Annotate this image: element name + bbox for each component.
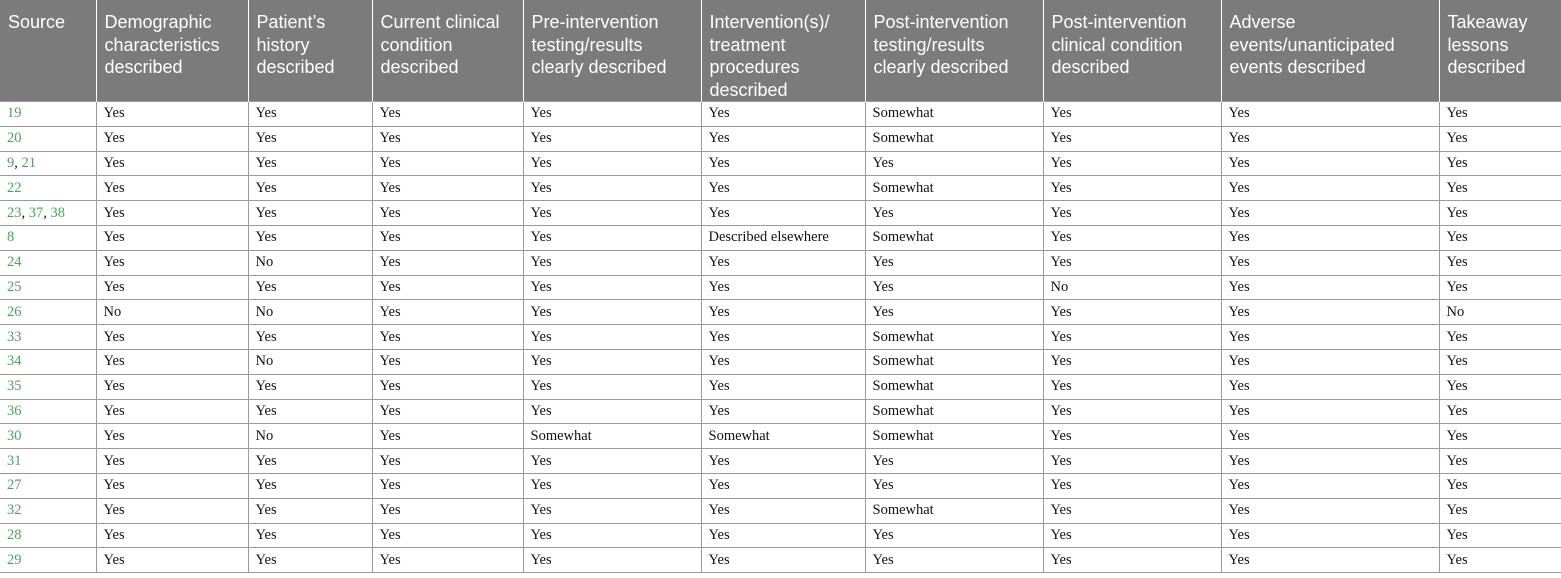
reference-link[interactable]: 19: [7, 105, 22, 122]
reference-separator: ,: [14, 154, 22, 171]
table-cell: Yes: [1439, 102, 1561, 127]
table-cell: Yes: [1043, 250, 1221, 275]
table-cell: Yes: [1221, 102, 1439, 127]
table-cell: Yes: [865, 275, 1043, 300]
source-cell: [0, 449, 96, 474]
table-cell: Yes: [1439, 176, 1561, 201]
table-cell: Yes: [372, 225, 523, 250]
table-cell: Yes: [1221, 374, 1439, 399]
table-cell: Yes: [1221, 473, 1439, 498]
table-cell: No: [248, 424, 372, 449]
table-cell: Yes: [523, 102, 701, 127]
table-cell: Yes: [96, 374, 248, 399]
table-cell: Yes: [1043, 300, 1221, 325]
reference-link[interactable]: 29: [7, 551, 22, 568]
table-cell: Yes: [1043, 449, 1221, 474]
table-cell: Yes: [248, 201, 372, 226]
table-cell: Yes: [865, 473, 1043, 498]
reference-link[interactable]: 31: [7, 452, 22, 469]
table-cell: Yes: [96, 523, 248, 548]
reference-link[interactable]: 26: [7, 303, 22, 320]
table-cell: Yes: [523, 349, 701, 374]
table-cell: Yes: [248, 374, 372, 399]
table-cell: Yes: [1221, 424, 1439, 449]
table-cell: Yes: [1439, 275, 1561, 300]
table-cell: Yes: [1221, 250, 1439, 275]
table-cell: Yes: [523, 523, 701, 548]
table-cell: Yes: [1439, 399, 1561, 424]
reference-link[interactable]: 8: [7, 229, 15, 246]
column-header-takeaway-lessons: Takeaway lessons described: [1439, 0, 1561, 102]
table-cell: Yes: [96, 151, 248, 176]
table-row: [0, 424, 1561, 449]
table-cell: No: [248, 250, 372, 275]
table-cell: Yes: [1439, 424, 1561, 449]
table-cell: Yes: [248, 399, 372, 424]
table-cell: Yes: [372, 275, 523, 300]
source-cell: [0, 548, 96, 573]
table-cell: Yes: [96, 275, 248, 300]
table-row: [0, 176, 1561, 201]
table-cell: Yes: [372, 325, 523, 350]
table-cell: Yes: [1043, 399, 1221, 424]
table-cell: Yes: [1221, 151, 1439, 176]
source-cell: [0, 225, 96, 250]
reference-link[interactable]: 38: [50, 204, 65, 221]
table-cell: Yes: [248, 151, 372, 176]
table-cell: Yes: [372, 374, 523, 399]
table-cell: Yes: [372, 449, 523, 474]
reference-link[interactable]: 32: [7, 502, 22, 519]
table-cell: Yes: [523, 275, 701, 300]
table-cell: Yes: [1043, 225, 1221, 250]
table-cell: Yes: [1043, 102, 1221, 127]
table-cell: Yes: [701, 325, 865, 350]
table-cell: Somewhat: [523, 424, 701, 449]
table-cell: Yes: [248, 523, 372, 548]
table-cell: Yes: [372, 126, 523, 151]
table-cell: No: [248, 300, 372, 325]
table-cell: Yes: [523, 449, 701, 474]
table-cell: Yes: [865, 151, 1043, 176]
table-cell: Yes: [523, 473, 701, 498]
table-cell: Somewhat: [701, 424, 865, 449]
table-cell: Yes: [372, 424, 523, 449]
table-cell: Yes: [1221, 449, 1439, 474]
table-cell: Yes: [701, 449, 865, 474]
table-cell: Yes: [1043, 424, 1221, 449]
table-cell: Yes: [1439, 151, 1561, 176]
table-row: [0, 548, 1561, 573]
table-cell: Yes: [96, 225, 248, 250]
table-cell: Yes: [701, 151, 865, 176]
source-cell: [0, 151, 96, 176]
source-cell: [0, 176, 96, 201]
table-cell: Somewhat: [865, 225, 1043, 250]
table-cell: Yes: [372, 102, 523, 127]
table-cell: Yes: [1439, 250, 1561, 275]
table-cell: Yes: [372, 548, 523, 573]
table-cell: Somewhat: [865, 126, 1043, 151]
table-cell: Yes: [1043, 374, 1221, 399]
table-cell: Yes: [701, 349, 865, 374]
reference-link[interactable]: 22: [7, 179, 22, 196]
table-cell: Somewhat: [865, 424, 1043, 449]
table-cell: Yes: [701, 498, 865, 523]
table-cell: Yes: [1043, 126, 1221, 151]
table-cell: Yes: [523, 250, 701, 275]
table-cell: Yes: [1043, 548, 1221, 573]
table-cell: Yes: [96, 424, 248, 449]
table-cell: Somewhat: [865, 176, 1043, 201]
table-row: [0, 300, 1561, 325]
table-cell: Yes: [1439, 473, 1561, 498]
reference-link[interactable]: 37: [28, 204, 44, 221]
table-cell: Yes: [372, 250, 523, 275]
table-cell: Yes: [1439, 374, 1561, 399]
table-cell: Yes: [523, 498, 701, 523]
table-cell: Yes: [1043, 201, 1221, 226]
table-cell: Yes: [1439, 523, 1561, 548]
table-cell: Yes: [701, 473, 865, 498]
table-cell: Yes: [1221, 126, 1439, 151]
table-cell: Yes: [523, 225, 701, 250]
column-header-patient-history: Patient’s history described: [248, 0, 372, 102]
source-cell: [0, 250, 96, 275]
column-header-post-intervention-testing: Post-intervention testing/results clearly described: [865, 0, 1043, 102]
reference-link[interactable]: 27: [7, 477, 22, 494]
table-row: [0, 325, 1561, 350]
reference-link[interactable]: 28: [7, 526, 22, 543]
table-cell: Yes: [523, 399, 701, 424]
table-cell: Yes: [96, 449, 248, 474]
table-cell: Yes: [248, 102, 372, 127]
table-cell: Yes: [1221, 349, 1439, 374]
table-cell: Yes: [248, 548, 372, 573]
table-row: [0, 225, 1561, 250]
table-cell: Yes: [1221, 275, 1439, 300]
source-cell: [0, 523, 96, 548]
table-cell: Yes: [1221, 498, 1439, 523]
column-header-interventions: Intervention(s)/ treatment procedures described: [701, 0, 865, 102]
table-row: [0, 151, 1561, 176]
table-cell: Yes: [1439, 225, 1561, 250]
table-body: [0, 102, 1561, 573]
table-cell: Yes: [523, 548, 701, 573]
column-header-adverse-events: Adverse events/unanticipated events described: [1221, 0, 1439, 102]
table-cell: Yes: [372, 300, 523, 325]
table-cell: Yes: [1439, 325, 1561, 350]
reference-link[interactable]: 36: [7, 402, 22, 419]
table-cell: Yes: [1043, 498, 1221, 523]
table-cell: Somewhat: [865, 374, 1043, 399]
table-cell: Yes: [248, 498, 372, 523]
source-cell: [0, 473, 96, 498]
table-cell: Yes: [701, 399, 865, 424]
reference-link[interactable]: 20: [7, 130, 22, 147]
table-cell: Yes: [701, 275, 865, 300]
table-cell: Yes: [523, 151, 701, 176]
table-row: [0, 349, 1561, 374]
table-cell: Yes: [1439, 126, 1561, 151]
table-cell: Yes: [1221, 523, 1439, 548]
reference-link[interactable]: 30: [7, 427, 22, 444]
table-cell: Yes: [372, 176, 523, 201]
table-cell: Yes: [701, 176, 865, 201]
table-cell: Yes: [1043, 523, 1221, 548]
table-cell: Somewhat: [865, 349, 1043, 374]
table-cell: Yes: [1043, 325, 1221, 350]
table-cell: Yes: [1221, 176, 1439, 201]
reference-separator: ,: [21, 204, 29, 221]
table-row: [0, 374, 1561, 399]
column-header-post-intervention-condition: Post-intervention clinical condition described: [1043, 0, 1221, 102]
reference-link[interactable]: 21: [21, 154, 36, 171]
source-cell: [0, 126, 96, 151]
source-cell: [0, 349, 96, 374]
table-cell: Yes: [1221, 201, 1439, 226]
source-cell: [0, 300, 96, 325]
table-cell: Yes: [1221, 300, 1439, 325]
table-cell: Yes: [248, 325, 372, 350]
table-cell: Yes: [1221, 325, 1439, 350]
reference-link[interactable]: 33: [7, 328, 22, 345]
table-cell: Yes: [523, 300, 701, 325]
table-cell: Yes: [372, 399, 523, 424]
table-cell: Yes: [372, 151, 523, 176]
table-row: [0, 449, 1561, 474]
table-cell: Yes: [701, 102, 865, 127]
table-cell: Yes: [1439, 498, 1561, 523]
table-cell: Yes: [96, 250, 248, 275]
header-row: [0, 0, 1561, 102]
column-header-demographics: Demographic characteristics described: [96, 0, 248, 102]
table-cell: Yes: [701, 374, 865, 399]
table-cell: No: [248, 349, 372, 374]
table-cell: Yes: [1439, 349, 1561, 374]
table-cell: Somewhat: [865, 102, 1043, 127]
table-cell: Yes: [865, 201, 1043, 226]
table-cell: Yes: [523, 176, 701, 201]
table-cell: Yes: [1221, 399, 1439, 424]
table-cell: Yes: [523, 374, 701, 399]
table-cell: Yes: [248, 225, 372, 250]
table-cell: Yes: [96, 349, 248, 374]
table-cell: Yes: [372, 473, 523, 498]
table-row: [0, 126, 1561, 151]
table-row: [0, 250, 1561, 275]
column-header-pre-intervention: Pre-intervention testing/results clearly described: [523, 0, 701, 102]
table-row: [0, 523, 1561, 548]
table-cell: Yes: [96, 498, 248, 523]
reference-link[interactable]: 23: [7, 204, 22, 221]
table-cell: Yes: [96, 176, 248, 201]
table-cell: Yes: [701, 250, 865, 275]
table-cell: Yes: [372, 523, 523, 548]
table-cell: Yes: [865, 523, 1043, 548]
source-cell: [0, 399, 96, 424]
table-cell: Described elsewhere: [701, 225, 865, 250]
table-cell: Yes: [96, 201, 248, 226]
reference-link[interactable]: 24: [7, 254, 22, 271]
table-cell: No: [96, 300, 248, 325]
table-cell: Yes: [1043, 176, 1221, 201]
source-cell: [0, 275, 96, 300]
table-cell: Somewhat: [865, 325, 1043, 350]
table-cell: Yes: [248, 126, 372, 151]
table-cell: Yes: [372, 201, 523, 226]
table-cell: Yes: [372, 349, 523, 374]
table-cell: Yes: [248, 473, 372, 498]
table-cell: Yes: [248, 275, 372, 300]
table-cell: Yes: [96, 548, 248, 573]
reference-separator: ,: [43, 204, 51, 221]
table-row: [0, 473, 1561, 498]
table-row: [0, 399, 1561, 424]
table-cell: Somewhat: [865, 399, 1043, 424]
column-header-source: Source: [0, 0, 96, 102]
source-cell: [0, 374, 96, 399]
table-cell: Yes: [96, 102, 248, 127]
table-cell: Yes: [1221, 225, 1439, 250]
table-cell: Yes: [1043, 473, 1221, 498]
column-header-clinical-condition: Current clinical condition described: [372, 0, 523, 102]
table-cell: Yes: [1439, 201, 1561, 226]
source-cell: [0, 102, 96, 127]
source-cell: [0, 201, 96, 226]
table-cell: Somewhat: [865, 498, 1043, 523]
table-cell: Yes: [701, 201, 865, 226]
reference-link[interactable]: 35: [7, 378, 22, 395]
table-cell: Yes: [96, 399, 248, 424]
table-row: [0, 201, 1561, 226]
table-cell: Yes: [1043, 151, 1221, 176]
table-row: [0, 102, 1561, 127]
table-cell: Yes: [1439, 449, 1561, 474]
table-cell: Yes: [865, 449, 1043, 474]
table-cell: Yes: [248, 176, 372, 201]
table-cell: Yes: [1043, 349, 1221, 374]
table-cell: Yes: [865, 548, 1043, 573]
source-cell: [0, 424, 96, 449]
table-row: [0, 498, 1561, 523]
table-cell: Yes: [865, 250, 1043, 275]
table-cell: No: [1439, 300, 1561, 325]
table-cell: Yes: [96, 126, 248, 151]
table-cell: Yes: [96, 325, 248, 350]
table-cell: Yes: [523, 325, 701, 350]
table-cell: No: [1043, 275, 1221, 300]
table-cell: Yes: [865, 300, 1043, 325]
table-cell: Yes: [701, 126, 865, 151]
table-row: [0, 275, 1561, 300]
source-cell: [0, 325, 96, 350]
reference-link[interactable]: 25: [7, 278, 22, 295]
table-cell: Yes: [701, 300, 865, 325]
table-cell: Yes: [96, 473, 248, 498]
table-cell: Yes: [372, 498, 523, 523]
source-cell: [0, 498, 96, 523]
table-cell: Yes: [1221, 548, 1439, 573]
table-cell: Yes: [701, 523, 865, 548]
table-cell: Yes: [1439, 548, 1561, 573]
table-cell: Yes: [701, 548, 865, 573]
reference-link[interactable]: 9: [7, 154, 15, 171]
table-cell: Yes: [523, 126, 701, 151]
table-cell: Yes: [248, 449, 372, 474]
table-cell: Yes: [523, 201, 701, 226]
reference-link[interactable]: 34: [7, 353, 22, 370]
